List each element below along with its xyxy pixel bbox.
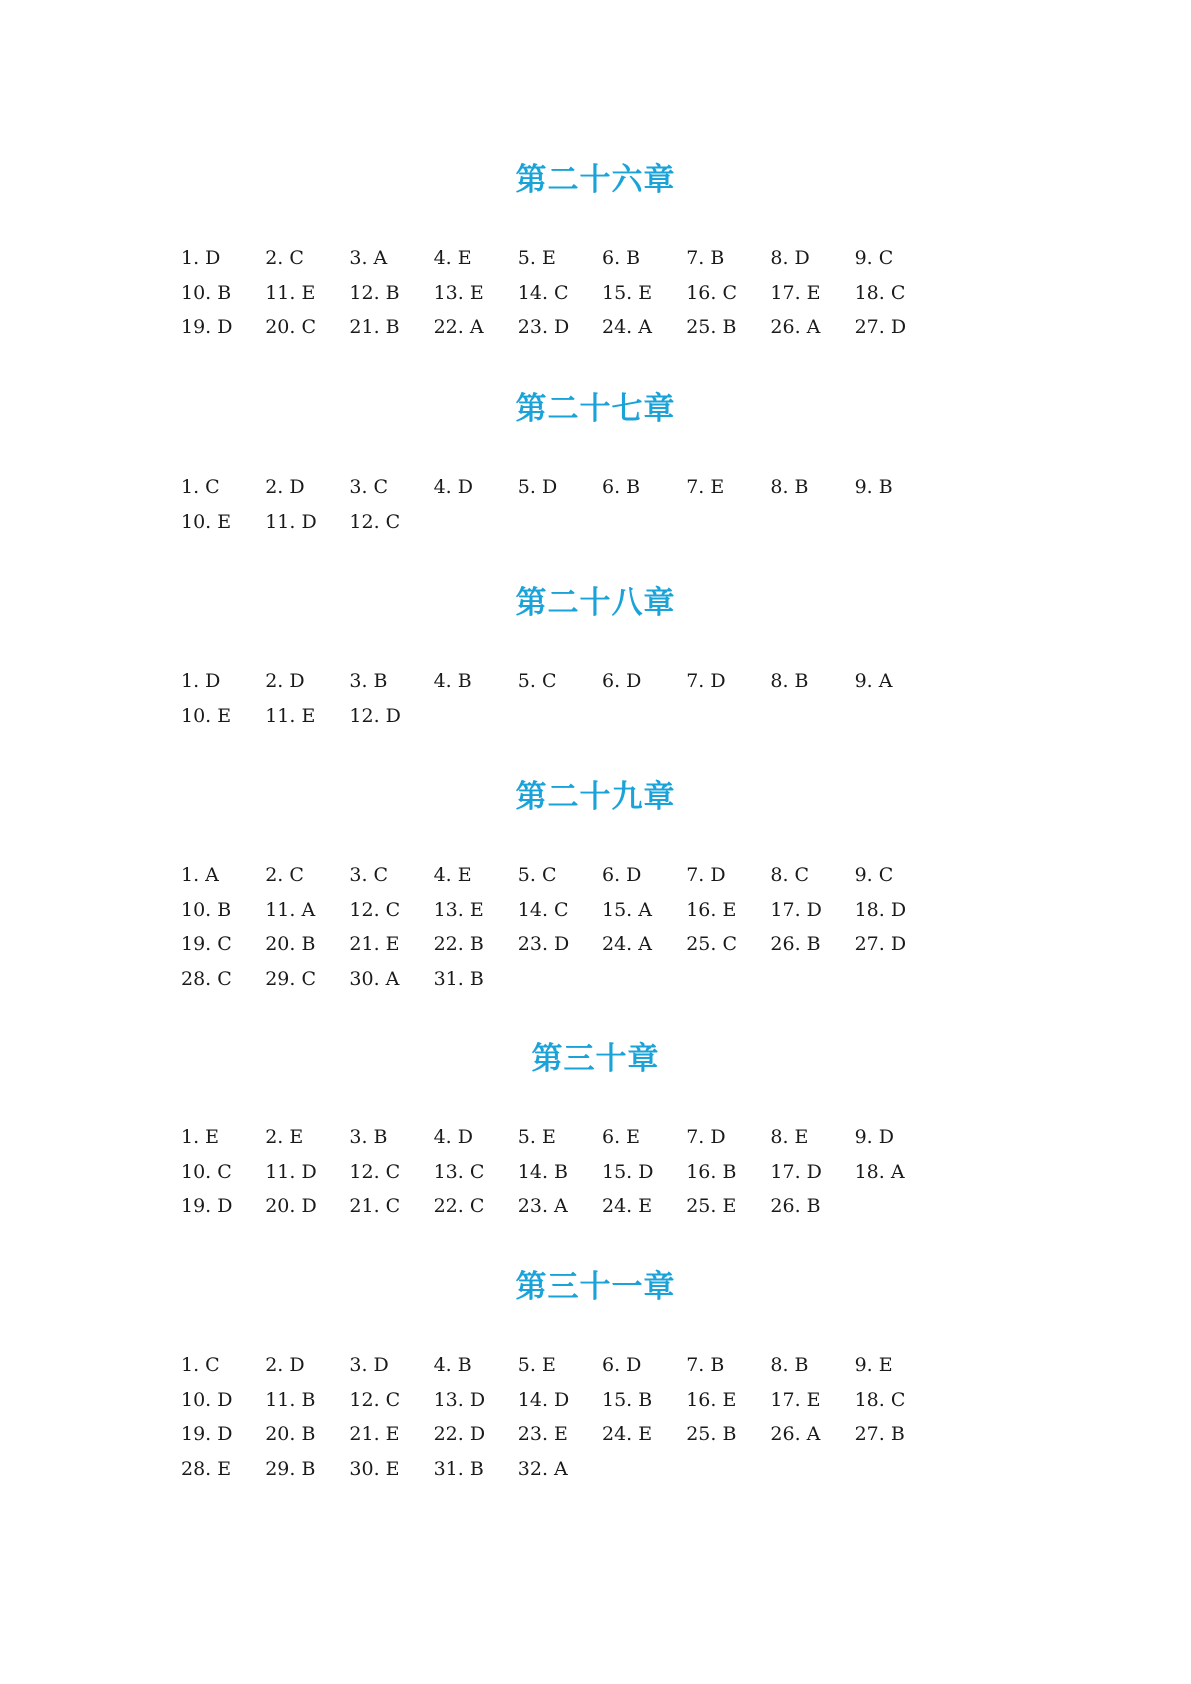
- answer-item: 4. E: [433, 247, 472, 269]
- answer-item: 26. A: [770, 1423, 821, 1445]
- answer-item: 7. D: [686, 670, 726, 692]
- answer-item: 22. A: [433, 316, 484, 338]
- answer-item: 3. B: [349, 670, 388, 692]
- answer-item: 17. E: [770, 1388, 821, 1411]
- answer-item: 20. C: [265, 316, 316, 338]
- answer-item: 13. D: [433, 1388, 486, 1411]
- answer-item: 2. C: [265, 864, 304, 886]
- answer-item: 26. B: [770, 1195, 821, 1217]
- answer-item: 11. E: [265, 281, 316, 304]
- answer-item: 3. B: [349, 1126, 388, 1148]
- answer-item: 5. E: [517, 1354, 556, 1376]
- answer-item: 17. E: [770, 281, 821, 304]
- answer-item: 5. E: [517, 247, 556, 269]
- answer-item: 14. C: [517, 281, 569, 304]
- answer-row: [181, 1160, 941, 1195]
- answer-item: 11. E: [265, 704, 316, 727]
- answer-item: 20. D: [265, 1195, 317, 1217]
- answer-row: [181, 967, 941, 1002]
- answer-item: 12. C: [349, 898, 401, 921]
- answer-item: 8. B: [770, 1354, 809, 1376]
- answer-item: 19. C: [181, 933, 232, 955]
- answer-item: 11. D: [265, 510, 317, 533]
- answer-item: 12. D: [349, 704, 401, 727]
- answer-item: 28. E: [181, 1457, 232, 1480]
- answer-item: 10. E: [181, 704, 232, 727]
- answer-item: 22. C: [433, 1195, 485, 1217]
- answer-row: [181, 898, 941, 933]
- answer-item: 4. D: [433, 1126, 473, 1148]
- answer-item: 11. B: [265, 1388, 316, 1411]
- chapter-title: 第二十八章: [515, 585, 676, 621]
- answer-item: 10. B: [181, 898, 232, 921]
- answer-item: 9. A: [854, 670, 893, 692]
- answer-item: 15. B: [602, 1388, 653, 1411]
- answer-item: 21. E: [349, 933, 400, 955]
- answer-item: 24. A: [602, 316, 652, 338]
- answer-row: [181, 1422, 941, 1457]
- answer-item: 29. B: [265, 1457, 316, 1480]
- answer-item: 6. E: [602, 1126, 641, 1148]
- answer-item: 22. D: [433, 1423, 486, 1445]
- answer-row: [181, 246, 941, 281]
- answer-item: 17. D: [770, 1160, 822, 1183]
- answer-item: 2. D: [265, 670, 305, 692]
- answer-row: [181, 932, 941, 967]
- answer-item: 7. E: [686, 476, 725, 498]
- chapter-title: 第二十六章: [515, 162, 676, 198]
- answer-item: 14. D: [517, 1388, 570, 1411]
- answer-item: 8. D: [770, 247, 810, 269]
- answer-item: 14. C: [517, 898, 569, 921]
- answer-row: [181, 510, 941, 545]
- answer-item: 15. D: [602, 1160, 654, 1183]
- answer-item: 10. E: [181, 510, 232, 533]
- answer-item: 20. B: [265, 933, 316, 955]
- answer-row: [181, 475, 941, 510]
- answer-item: 18. C: [854, 281, 906, 304]
- answer-item: 30. E: [349, 1457, 400, 1480]
- answer-item: 31. B: [433, 967, 484, 990]
- answer-item: 5. D: [517, 476, 558, 498]
- answer-item: 25. E: [686, 1195, 737, 1217]
- answer-item: 13. E: [433, 281, 484, 304]
- answer-item: 12. C: [349, 510, 401, 533]
- answer-item: 3. C: [349, 864, 389, 886]
- answer-item: 15. A: [602, 898, 652, 921]
- answer-item: 24. E: [602, 1195, 653, 1217]
- answer-item: 10. D: [181, 1388, 233, 1411]
- answer-item: 14. B: [517, 1160, 569, 1183]
- answer-item: 11. D: [265, 1160, 317, 1183]
- answer-item: 1. D: [181, 670, 221, 692]
- answer-item: 5. C: [517, 864, 557, 886]
- answer-item: 6. D: [602, 670, 642, 692]
- answer-item: 2. D: [265, 476, 305, 498]
- answer-item: 8. B: [770, 476, 809, 498]
- answer-item: 16. B: [686, 1160, 737, 1183]
- answer-row: [181, 863, 941, 898]
- answer-item: 15. E: [602, 281, 653, 304]
- answer-item: 16. E: [686, 898, 737, 921]
- answer-item: 24. E: [602, 1423, 653, 1445]
- answer-item: 1. D: [181, 247, 221, 269]
- answer-item: 25. B: [686, 316, 737, 338]
- answer-item: 3. A: [349, 247, 388, 269]
- answer-item: 5. C: [517, 670, 557, 692]
- answer-item: 10. C: [181, 1160, 232, 1183]
- answer-item: 21. B: [349, 316, 400, 338]
- answer-item: 23. E: [517, 1423, 568, 1445]
- answer-item: 30. A: [349, 967, 400, 990]
- answer-item: 16. C: [686, 281, 737, 304]
- answer-item: 23. D: [517, 316, 570, 338]
- answer-item: 24. A: [602, 933, 652, 955]
- answer-item: 4. E: [433, 864, 472, 886]
- answer-item: 17. D: [770, 898, 822, 921]
- answer-item: 3. D: [349, 1354, 389, 1376]
- answer-item: 8. C: [770, 864, 810, 886]
- answer-item: 27. B: [854, 1423, 905, 1445]
- chapter-title: 第三十章: [531, 1041, 660, 1077]
- answer-item: 16. E: [686, 1388, 737, 1411]
- answer-item: 12. C: [349, 1388, 401, 1411]
- answer-item: 26. A: [770, 316, 821, 338]
- answer-row: [181, 315, 941, 350]
- answer-item: 26. B: [770, 933, 821, 955]
- answer-grid: [181, 1353, 941, 1491]
- answer-row: [181, 1457, 941, 1492]
- answer-item: 32. A: [517, 1457, 568, 1480]
- answer-item: 1. C: [181, 476, 220, 498]
- answer-item: 2. E: [265, 1126, 304, 1148]
- answer-item: 3. C: [349, 476, 389, 498]
- answer-item: 29. C: [265, 967, 316, 990]
- answer-row: [181, 1353, 941, 1388]
- chapter-title: 第二十九章: [515, 779, 676, 815]
- answer-item: 22. B: [433, 933, 484, 955]
- answer-item: 1. A: [181, 864, 219, 886]
- answer-row: [181, 281, 941, 316]
- answer-item: 10. B: [181, 281, 232, 304]
- answer-item: 9. B: [854, 476, 893, 498]
- answer-item: 8. E: [770, 1126, 809, 1148]
- answer-grid: [181, 1125, 941, 1229]
- answer-item: 21. E: [349, 1423, 400, 1445]
- answer-item: 7. B: [686, 1354, 725, 1376]
- chapter-title: 第二十七章: [515, 391, 676, 427]
- answer-item: 13. C: [433, 1160, 485, 1183]
- answer-grid: [181, 246, 941, 350]
- answer-item: 21. C: [349, 1195, 401, 1217]
- answer-item: 20. B: [265, 1423, 316, 1445]
- answer-item: 8. B: [770, 670, 809, 692]
- answer-grid: [181, 669, 941, 738]
- answer-item: 19. D: [181, 316, 233, 338]
- answer-item: 9. C: [854, 247, 894, 269]
- chapter-title: 第三十一章: [515, 1269, 676, 1305]
- answer-item: 2. D: [265, 1354, 305, 1376]
- answer-item: 28. C: [181, 967, 232, 990]
- answer-item: 4. B: [433, 670, 472, 692]
- answer-row: [181, 1194, 941, 1229]
- answer-item: 12. B: [349, 281, 400, 304]
- answer-item: 13. E: [433, 898, 484, 921]
- answer-item: 1. C: [181, 1354, 220, 1376]
- answer-item: 19. D: [181, 1195, 233, 1217]
- answer-item: 18. A: [854, 1160, 905, 1183]
- answer-item: 6. B: [602, 476, 641, 498]
- answer-item: 18. D: [854, 898, 907, 921]
- answer-item: 9. D: [854, 1126, 894, 1148]
- answer-row: [181, 704, 941, 739]
- answer-row: [181, 669, 941, 704]
- answer-item: 4. D: [433, 476, 473, 498]
- answer-item: 11. A: [265, 898, 316, 921]
- answer-item: 27. D: [854, 316, 907, 338]
- answer-row: [181, 1125, 941, 1160]
- answer-item: 7. D: [686, 864, 726, 886]
- answer-item: 23. D: [517, 933, 570, 955]
- answer-item: 9. E: [854, 1354, 893, 1376]
- answer-item: 23. A: [517, 1195, 568, 1217]
- answer-item: 27. D: [854, 933, 907, 955]
- answer-item: 19. D: [181, 1423, 233, 1445]
- answer-item: 7. B: [686, 247, 725, 269]
- answer-item: 6. D: [602, 864, 642, 886]
- answer-item: 25. C: [686, 933, 737, 955]
- answer-item: 12. C: [349, 1160, 401, 1183]
- answer-row: [181, 1388, 941, 1423]
- answer-item: 6. D: [602, 1354, 642, 1376]
- answer-item: 1. E: [181, 1126, 220, 1148]
- answer-item: 7. D: [686, 1126, 726, 1148]
- answer-item: 25. B: [686, 1423, 737, 1445]
- answer-item: 18. C: [854, 1388, 906, 1411]
- answer-grid: [181, 475, 941, 544]
- answer-item: 4. B: [433, 1354, 472, 1376]
- answer-item: 31. B: [433, 1457, 484, 1480]
- answer-grid: [181, 863, 941, 1001]
- answer-item: 6. B: [602, 247, 641, 269]
- answer-item: 9. C: [854, 864, 894, 886]
- answer-item: 5. E: [517, 1126, 556, 1148]
- answer-item: 2. C: [265, 247, 304, 269]
